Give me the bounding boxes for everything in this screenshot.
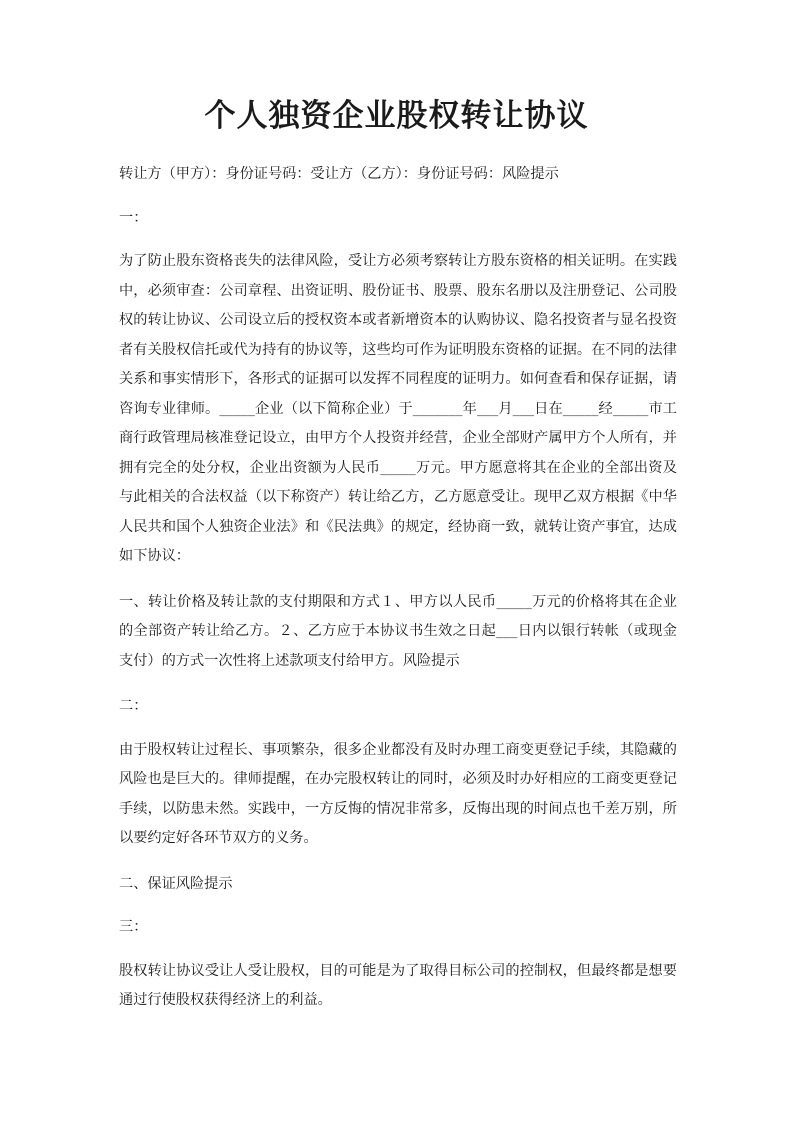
section-heading-guarantee: 二、保证风险提示: [119, 875, 233, 892]
document-body: [119, 160, 677, 1032]
paragraph-shareholder-qualification: 为了防止股东资格丧失的法律风险，受让方必须考察转让方股东资格的相关证明。在实践中，必须审查：公司章程、出资证明、股份证书、股票、股东名册以及注册登记、公司股权的转让协议、公司设立后的授权资本或者新增资本的认购协议、隐名投资者与显名投资者有关股权信托或代为持有的协议等，这些均可作为证明股东资格的证据。在不同的法律关系和事实情形下，各形式的证据可以发挥不同程度的证明力。如何查看和保存证据，请咨询专业律师。_____企业（以下简称企业）于_______年___月___日在_____经_____市工商行政管理局核准登记设立，由甲方个人投资并经营，企业全部财产属甲方个人所有，并拥有完全的处分权，企业出资额为人民币_____万元。甲方愿意将其在企业的全部出资及与此相关的合法权益（以下称资产）转让给乙方，乙方愿意受让。现甲乙双方根据《中华人民共和国个人独资企业法》和《民法典》的规定，经协商一致，就转让资产事宜，达成如下协议：: [119, 253, 677, 564]
section-marker-2: 二：: [119, 698, 148, 714]
paragraph-transfer-price: 一、转让价格及转让款的支付期限和方式１、甲方以人民币_____万元的价格将其在企业的全部资产转让给乙方。２、乙方应于本协议书生效之日起___日内以银行转帐（或现金支付）的方式一次性将上述款项支付给甲方。风险提示: [119, 593, 677, 669]
parties-line: 转让方（甲方）：身份证号码：受让方（乙方）：身份证号码：风险提示: [119, 166, 559, 182]
paragraph-registration-risk: 由于股权转让过程长、事项繁杂，很多企业都没有及时办理工商变更登记手续，其隐藏的风险也是巨大的。律师提醒，在办完股权转让的同时，必须及时办好相应的工商变更登记手续，以防患未然。实践中，一方反悔的情况非常多，反悔出现的时间点也千差万别，所以要约定好各环节双方的义务。: [119, 741, 677, 846]
section-marker-3: 三：: [119, 919, 148, 935]
paragraph-transferee-purpose: 股权转让协议受让人受让股权，目的可能是为了取得目标公司的控制权，但最终都是想要通过行使股权获得经济上的利益。: [119, 962, 677, 1008]
document-title: 个人独资企业股权转让协议: [204, 98, 589, 134]
section-marker-1: 一：: [119, 209, 148, 226]
